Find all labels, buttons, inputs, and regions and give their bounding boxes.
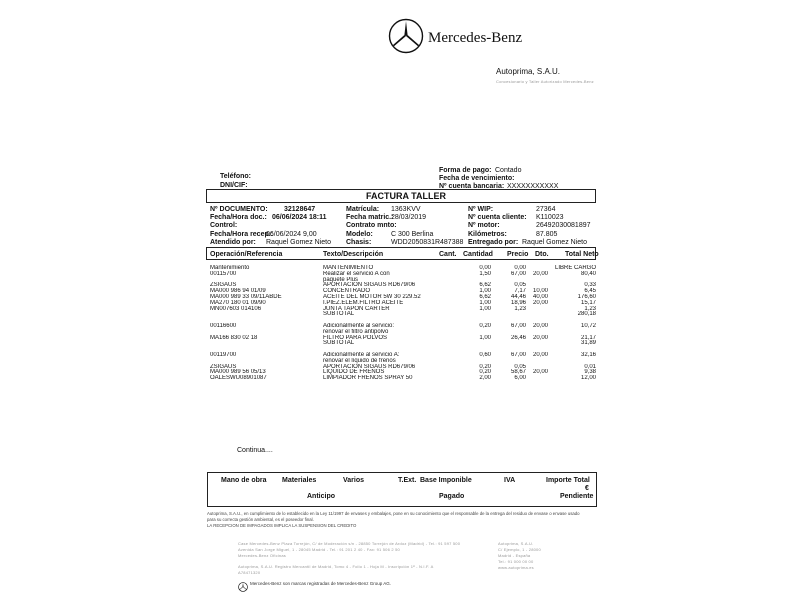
cell-total: 15,17 — [580, 299, 596, 306]
footer-left-line-5: A78471320 — [238, 570, 261, 575]
wip-value: 27364 — [536, 206, 556, 213]
cell-price: 18,96 — [510, 299, 526, 306]
footer-right-line-4: Tel.: 91 000 00 00 — [498, 559, 534, 564]
cell-total: LIBRE CARGO — [554, 265, 596, 271]
cell-price: 26,46 — [510, 334, 526, 341]
cell-price: 58,67 — [510, 369, 526, 376]
forma-pago-value: Contado — [495, 167, 522, 174]
cell-desc: Realizar el servicio A con — [323, 270, 390, 277]
matricula-label: Matrícula: — [346, 206, 380, 213]
legal-line-2: para su correcta gestión ambiental, es el poseedor final. — [207, 517, 314, 522]
col-header-total: Total Neto — [565, 251, 599, 258]
footer-left-line-3: Mercedes-Benz Oficinas — [238, 553, 286, 558]
dealer-subtitle: Concesionario y Taller Autorizado Mercedes-Benz — [496, 79, 594, 84]
footer-right-line-5: www.autoprima.es — [498, 565, 534, 570]
atendido-label: Atendido por: — [210, 239, 256, 246]
cell-qty: 1,50 — [479, 270, 491, 277]
cell-qty: 0,20 — [479, 363, 491, 370]
atendido-value: Raquel Gomez Nieto — [266, 239, 331, 246]
doc-number-label: Nº DOCUMENTO: — [210, 206, 268, 213]
cell-ref: MA000 986 94 01/09 — [210, 288, 266, 295]
cell-ref: MN007603 014106 — [210, 305, 262, 312]
cell-total: 32,16 — [580, 352, 596, 358]
cell-desc: APORTACION SIGAUS RD679/06 — [323, 282, 416, 289]
cell-ref: ZSIGAUS — [210, 363, 237, 370]
cell-price: 0,00 — [514, 265, 526, 271]
cell-total: 280,18 — [577, 311, 596, 318]
wip-label: Nº WIP: — [468, 206, 494, 213]
cell-ref: 00115700 — [210, 270, 237, 277]
cell-desc: LIQUIDO DE FRENOS — [323, 369, 385, 376]
text-label: T.Ext. — [398, 477, 417, 484]
importe-total-label: Importe Total — [546, 477, 590, 484]
euro-symbol: € — [585, 485, 589, 492]
fecha-matric-label: Fecha matric.: — [346, 214, 394, 221]
materiales-label: Materiales — [282, 477, 317, 484]
forma-pago-label: Forma de pago: — [439, 167, 492, 174]
cell-total: 12,00 — [580, 375, 596, 382]
cell-total: 1,23 — [584, 305, 596, 312]
cell-desc: MANTENIMIENTO — [323, 265, 374, 271]
cuenta-bancaria-value: XXXXXXXXXXX — [507, 183, 559, 190]
cell-total: 0,33 — [584, 282, 596, 289]
cell-total: 0,01 — [584, 363, 596, 370]
cell-qty: 0,20 — [479, 369, 491, 376]
cell-desc: renovar el líquido de frenos — [323, 357, 396, 364]
cell-price: 0,05 — [514, 363, 526, 370]
cell-total: 6,45 — [584, 288, 596, 295]
footer-left-line-2: Avenida San Jorge Miguel, 1 - 28045 Madrid - Tel.: 91 201 2 40 - Fax: 91 506 2 50 — [238, 547, 400, 552]
kilometros-label: Kilómetros: — [468, 231, 507, 238]
cell-ref: MA000 989 33 09/11ABDE — [210, 294, 282, 300]
fecha-doc-value: 06/06/2024 18:11 — [272, 214, 327, 221]
footer-trademark: Mercedes-Benz son marcas registradas de Mercedes-Benz Group AG. — [250, 581, 392, 586]
cell-price: 0,05 — [514, 282, 526, 289]
cell-desc: APORTACION SIGAUS RD679/06 — [323, 363, 416, 370]
col-header-precio: Precio — [507, 251, 529, 258]
motor-label: Nº motor: — [468, 222, 500, 229]
cell-qty: 1,00 — [479, 305, 491, 312]
invoice-title: FACTURA TALLER — [366, 191, 446, 201]
cell-price: 44,46 — [510, 294, 526, 300]
cell-ref: 00116600 — [210, 323, 237, 329]
pagado-label: Pagado — [439, 493, 465, 500]
base-imponible-label: Base Imponible — [420, 477, 472, 484]
control-label: Control: — [210, 222, 238, 229]
fecha-recep-value: 06/06/2024 9,00 — [266, 231, 317, 238]
cell-qty: 1,00 — [479, 334, 491, 341]
col-header-cant: Cant. — [439, 251, 457, 258]
col-header-operacion: Operación/Referencia — [210, 251, 283, 258]
cell-qty: 0,60 — [479, 352, 491, 358]
cell-qty: 6,62 — [479, 282, 491, 289]
cell-total: 9,38 — [584, 369, 596, 376]
motor-value: 26492030081897 — [536, 222, 591, 229]
iva-label: IVA — [504, 477, 516, 484]
cell-price: 1,23 — [514, 305, 526, 312]
matricula-value: 1363KVV — [391, 206, 421, 213]
cell-qty: 6,62 — [479, 294, 491, 300]
doc-number-value: 32128647 — [284, 206, 316, 213]
col-header-cantidad: Cantidad — [463, 251, 493, 258]
fecha-recep-label: Fecha/Hora recep.: — [210, 231, 274, 238]
cell-price: 67,00 — [510, 352, 526, 358]
cell-qty: 1,00 — [479, 288, 491, 295]
cell-desc: JUNTA TAPON CARTER — [323, 305, 390, 312]
mercedes-star-logo — [388, 18, 424, 54]
cell-price: 6,00 — [514, 375, 526, 382]
cell-price: 7,17 — [514, 288, 526, 295]
entregado-label: Entregado por: — [468, 239, 519, 246]
cell-desc: SUBTOTAL — [323, 311, 355, 318]
contrato-label: Contrato mnto: — [346, 222, 397, 229]
continua-text: Continua.... — [237, 447, 273, 454]
cell-desc: Adicionalmente al servicio: — [323, 323, 395, 329]
cell-desc: SUBTOTAL — [323, 340, 355, 347]
cell-ref: MA270 180 01 09/90 — [210, 299, 266, 306]
cell-dto: 10,00 — [532, 288, 548, 295]
cell-ref: ZSIGAUS — [210, 282, 237, 289]
cell-qty: 2,00 — [479, 375, 491, 382]
fecha-vencimiento-label: Fecha de vencimiento: — [439, 175, 515, 182]
cell-total: 176,60 — [577, 294, 596, 300]
cell-dto: 40,00 — [532, 294, 548, 300]
cuenta-cliente-label: Nº cuenta cliente: — [468, 214, 527, 221]
footer-left-line-1: Case Mercedes-Benz Plaza Torrejón, C/ de Moderación s/n - 28850 Torrejón de Ardoz (Madrid) - Tel.: 91 597 500 — [238, 541, 461, 546]
cell-dto: 20,00 — [532, 299, 548, 306]
anticipo-label: Anticipo — [307, 493, 335, 500]
cell-qty: 1,00 — [479, 299, 491, 306]
cell-dto: 20,00 — [532, 270, 548, 277]
chasis-value: WDD2050831R487388 — [391, 239, 464, 246]
legal-line-3: LA RECEPCION DE IMPAGADOS IMPLICA LA SUSPENSION DEL CREDITO — [207, 523, 357, 528]
chasis-label: Chasis: — [346, 239, 372, 246]
varios-label: Varios — [343, 477, 365, 484]
modelo-value: C 300 Berlina — [391, 231, 434, 238]
cell-desc: LIMPIADOR FRENOS SPRAY 50 — [323, 375, 413, 382]
cell-desc: FILTRO PARA POLVOS — [323, 334, 388, 341]
cell-ref: MA166 830 02 18 — [210, 334, 258, 341]
cell-desc: paquete Plus — [323, 276, 359, 283]
cell-qty: 0,00 — [479, 265, 491, 271]
dni-label: DNI/CIF: — [220, 182, 248, 189]
kilometros-value: 87.805 — [536, 231, 558, 238]
cuenta-cliente-value: K110023 — [536, 214, 564, 221]
cell-desc: CONCENTRADO — [323, 288, 371, 295]
telefono-label: Teléfono: — [220, 173, 251, 180]
cell-ref: OALESWU08901087 — [210, 375, 267, 382]
cell-desc: Adicionalmente al servicio A: — [323, 352, 400, 358]
col-header-texto: Texto/Descripción — [323, 251, 384, 258]
footer-right-line-2: C/ Ejemplo, 1 - 28000 — [498, 547, 541, 552]
cell-total: 10,72 — [580, 323, 596, 329]
cuenta-bancaria-label: Nº cuenta bancaria: — [439, 183, 505, 190]
modelo-label: Modelo: — [346, 231, 373, 238]
fecha-matric-value: 28/03/2019 — [391, 214, 427, 221]
cell-dto: 20,00 — [532, 369, 548, 376]
entregado-value: Raquel Gomez Nieto — [522, 239, 587, 246]
fecha-doc-label: Fecha/Hora doc.: — [210, 214, 267, 221]
pendiente-label: Pendiente — [560, 493, 594, 500]
cell-price: 67,00 — [510, 323, 526, 329]
cell-dto: 20,00 — [532, 323, 548, 329]
footer-star-icon — [238, 579, 248, 589]
footer-right-line-3: Madrid - España — [498, 553, 531, 558]
cell-qty: 0,20 — [479, 323, 491, 329]
brand-name: Mercedes-Benz — [428, 30, 523, 46]
col-header-dto: Dto. — [535, 251, 549, 258]
cell-desc: I.PIEZ.ELEM.FILTRO ACEITE — [323, 299, 404, 306]
cell-dto: 20,00 — [532, 352, 548, 358]
mano-obra-label: Mano de obra — [221, 477, 267, 484]
cell-total: 21,17 — [580, 334, 596, 341]
cell-ref: MA000 989 56 05/13 — [210, 369, 266, 376]
cell-total: 31,89 — [580, 340, 596, 347]
cell-total: 80,40 — [580, 270, 596, 277]
cell-ref: Mantenimiento — [210, 265, 250, 271]
cell-price: 67,00 — [510, 270, 526, 277]
legal-line-1: Autoprima, S.A.U., en cumplimiento de lo establecido en la Ley 11/1997 de envases y embalajes, pone en su conocimiento que el responsable de la entrega del residuo de envase o envase usado — [207, 511, 580, 516]
cell-desc: renovar el filtro antipolvo — [323, 328, 389, 335]
cell-dto: 20,00 — [532, 334, 548, 341]
footer-left-line-4: Autoprima, S.A.U. Registro Mercantil de Madrid, Tomo 4 - Folio 1 - Hoja M - Inscripción 1ª - N.I.F. A — [238, 564, 434, 569]
footer-right-line-1: Autoprima, S.A.U. — [498, 541, 534, 546]
cell-ref: 00119700 — [210, 352, 237, 358]
cell-desc: ACEITE DEL MOTOR 5W 30 229.52 — [323, 294, 421, 300]
dealer-name: Autoprima, S.A.U. — [496, 67, 561, 76]
